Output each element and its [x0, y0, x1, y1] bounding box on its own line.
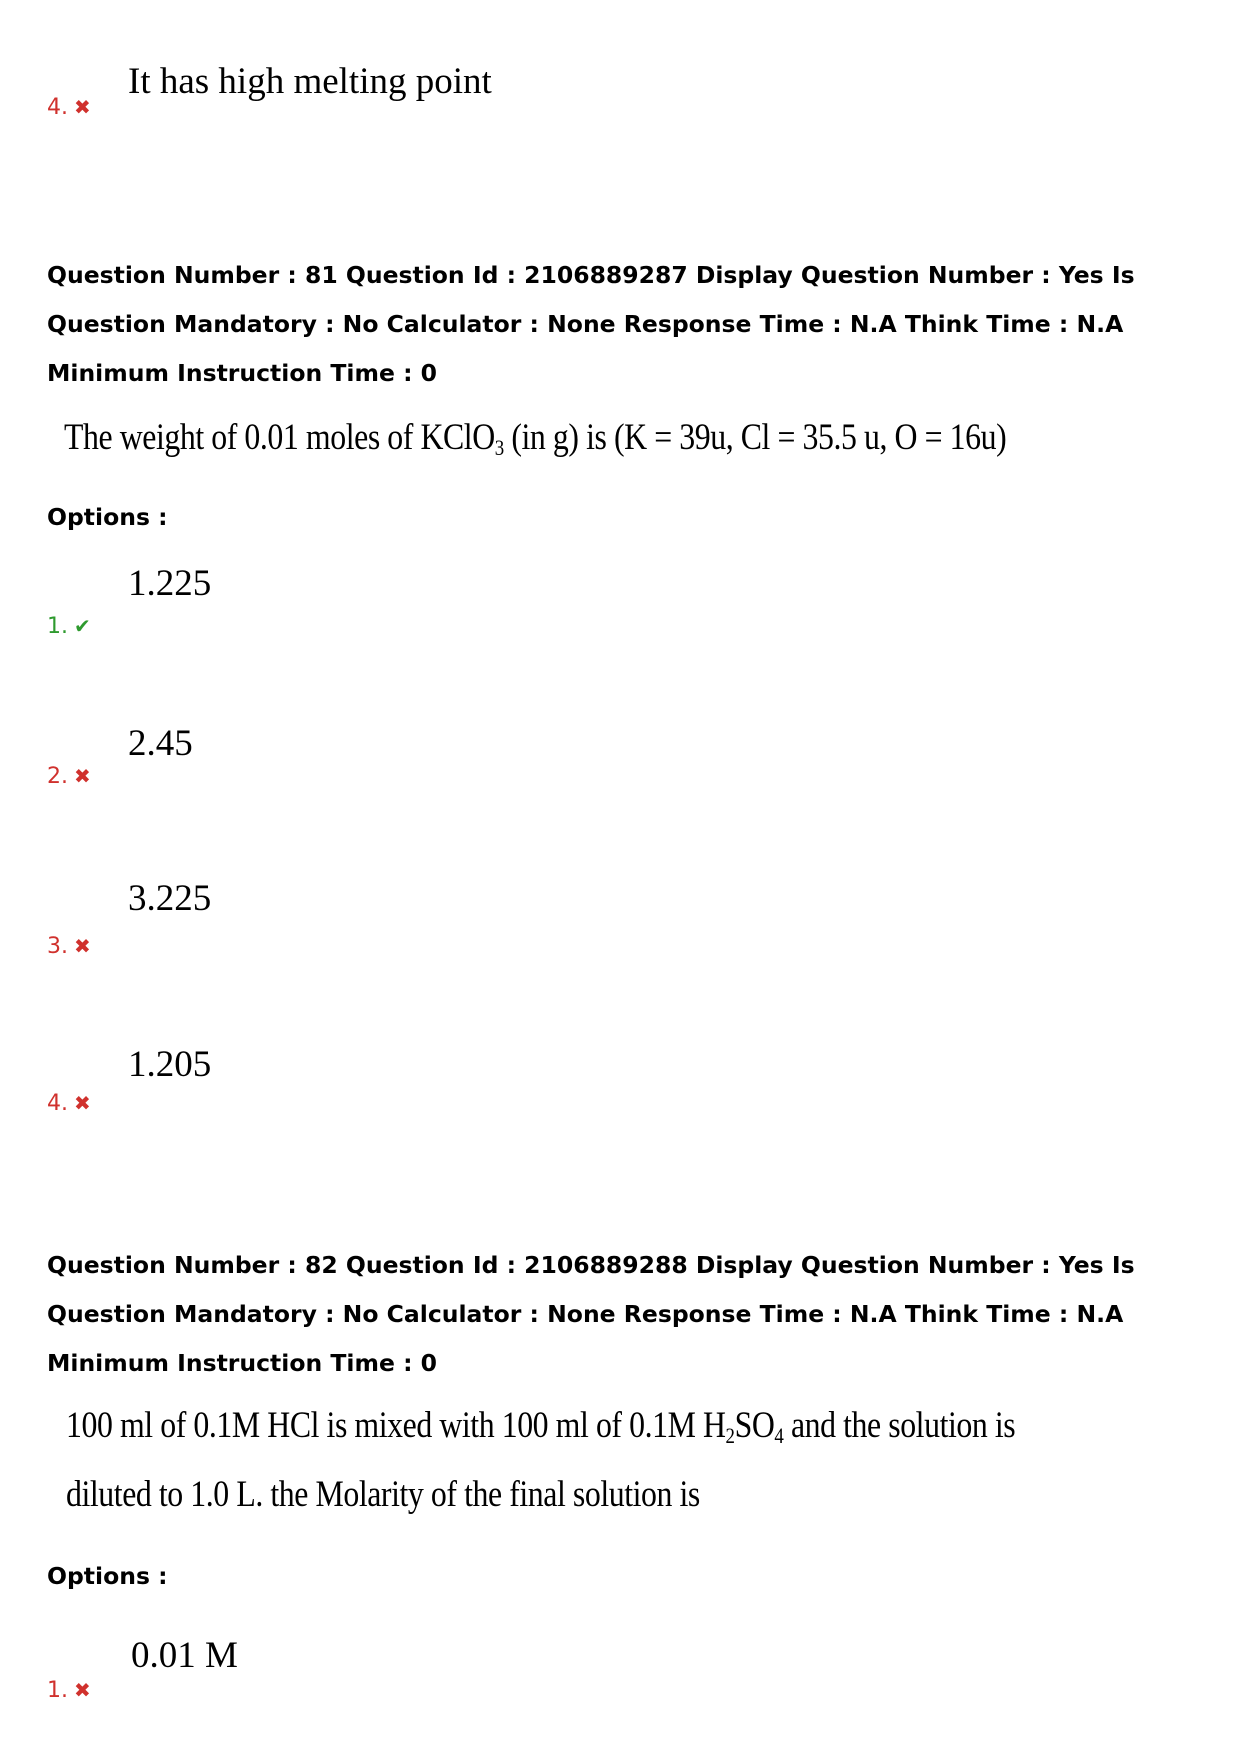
question-81-text: The weight of 0.01 moles of KClO$_3$ (in g) is (K = 39u, Cl = 35.5 u, O = 16u): [64, 417, 1007, 460]
wrong-icon: ✖: [74, 1678, 91, 1702]
wrong-icon: ✖: [74, 1091, 91, 1115]
wrong-icon: ✖: [74, 764, 91, 788]
question-82-meta: Question Number : 82 Question Id : 2106889288 Display Question Number : Yes Is Question Mandatory : No Calculator : None Response Time : N.A Think Time : N.A Minimum Instruction Time : 0: [47, 1251, 1135, 1377]
question-81-options-label: Options :: [47, 503, 168, 531]
question-82-text-line-2: diluted to 1.0 L. the Molarity of the final solution is: [66, 1474, 700, 1515]
wrong-icon: ✖: [74, 934, 91, 958]
q82-option-text-1: 0.01 M: [131, 1635, 238, 1676]
question-81-meta: Question Number : 81 Question Id : 2106889287 Display Question Number : Yes Is Question Mandatory : No Calculator : None Response Time : N.A Think Time : N.A Minimum Instruction Time : 0: [47, 261, 1135, 387]
q81-option-number-2: 2. ✖: [47, 764, 91, 789]
q81-option-text-3: 3.225: [128, 878, 212, 919]
q81-option-number-1: 1. ✔: [47, 614, 91, 639]
q81-option-number-4: 4. ✖: [47, 1091, 91, 1116]
wrong-icon: ✖: [74, 95, 91, 119]
q81-option-number-3: 3. ✖: [47, 934, 91, 959]
q81-option-text-1: 1.225: [128, 563, 212, 604]
q81-option-text-4: 1.205: [128, 1044, 212, 1085]
option-number-prev-4: 4. ✖: [47, 95, 91, 120]
option-text-prev-4: It has high melting point: [128, 61, 492, 102]
q81-option-text-2: 2.45: [128, 723, 193, 764]
q82-option-number-1: 1. ✖: [47, 1678, 91, 1703]
question-82-text-line-1: 100 ml of 0.1M HCl is mixed with 100 ml of 0.1M $H_2SO_4$ and the solution is: [66, 1405, 1016, 1448]
question-82-options-label: Options :: [47, 1562, 168, 1590]
check-icon: ✔: [74, 614, 91, 638]
